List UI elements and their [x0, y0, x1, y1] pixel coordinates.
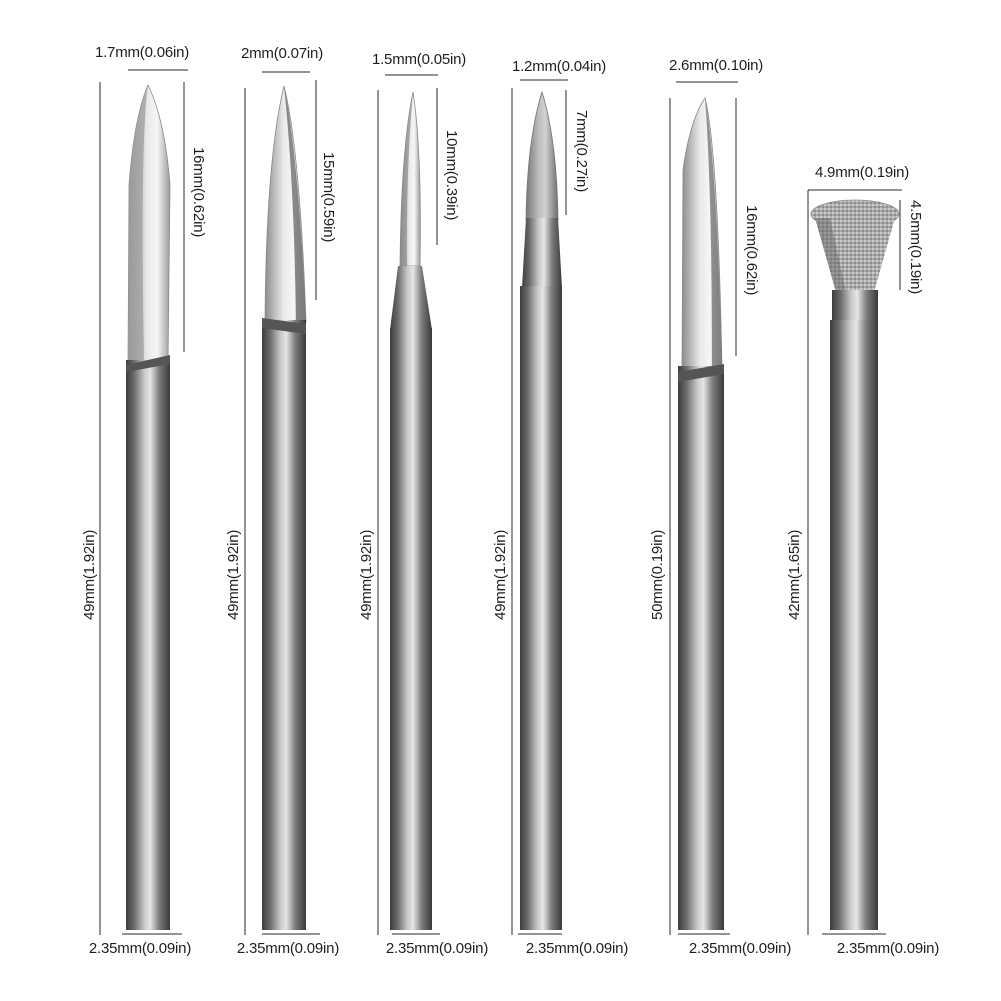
- tool-2-shank-diameter-label: 2.35mm(0.09in): [236, 940, 340, 957]
- tool-5-total-length-label: 50mm(0.19in): [649, 529, 666, 620]
- tool-2-tip-length-label: 15mm(0.59in): [320, 152, 337, 243]
- tool-1-tip-length-label: 16mm(0.62in): [190, 147, 207, 238]
- tool-1-tip-width-label: 1.7mm(0.06in): [94, 44, 190, 61]
- tool-3-total-length-label: 49mm(1.92in): [358, 529, 375, 620]
- tool-1-shank-diameter-label: 2.35mm(0.09in): [88, 940, 192, 957]
- tool-3-tip-width-label: 1.5mm(0.05in): [371, 51, 467, 68]
- tool-3-shank-diameter-label: 2.35mm(0.09in): [385, 940, 489, 957]
- tool-2-total-length-label: 49mm(1.92in): [225, 529, 242, 620]
- tool-1-total-length-label: 49mm(1.92in): [81, 529, 98, 620]
- tool-4-shank-diameter-label: 2.35mm(0.09in): [525, 940, 629, 957]
- tool-4-tip-length-label: 7mm(0.27in): [573, 110, 590, 192]
- tool-6-total-length-label: 42mm(1.65in): [786, 529, 803, 620]
- tool-5-shank-diameter-label: 2.35mm(0.09in): [688, 940, 792, 957]
- tool-4-tip-width-label: 1.2mm(0.04in): [511, 58, 607, 75]
- tool-6-tip-width-label: 4.9mm(0.19in): [814, 164, 910, 181]
- tool-5-tip-length-label: 16mm(0.62in): [743, 205, 760, 296]
- tool-6-tip-length-label: 4.5mm(0.19in): [907, 200, 924, 295]
- tool-5-tip-width-label: 2.6mm(0.10in): [668, 57, 764, 74]
- tool-3-tip-length-label: 10mm(0.39in): [443, 130, 460, 221]
- tool-4-total-length-label: 49mm(1.92in): [492, 529, 509, 620]
- tool-6-shank-diameter-label: 2.35mm(0.09in): [836, 940, 940, 957]
- tool-2-tip-width-label: 2mm(0.07in): [241, 45, 323, 62]
